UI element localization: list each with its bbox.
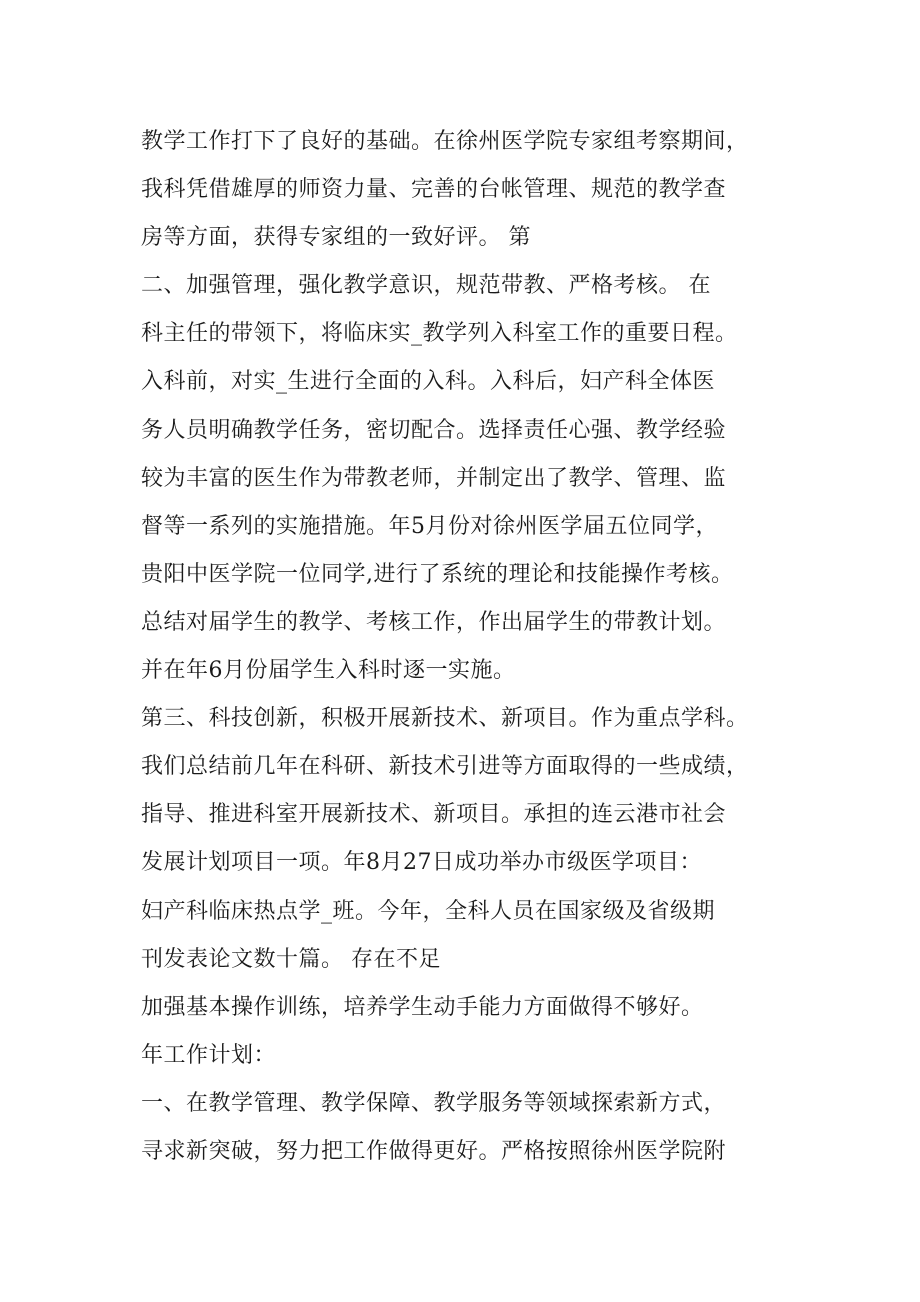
text-line: 房等方面，获得专家组的一致好评。 第 xyxy=(141,225,531,251)
text-line: 入科前，对实_生进行全面的入科。入科后，妇产科全体医 xyxy=(141,369,716,395)
text-line: 我们总结前几年在科研、新技术引进等方面取得的一些成绩， xyxy=(141,754,749,780)
text-line: 第三、科技创新，积极开展新技术、新项目。作为重点学科。 xyxy=(141,706,749,732)
text-line: 年工作计划： xyxy=(141,1042,277,1068)
text-line: 一、在教学管理、教学保障、教学服务等领域探索新方式， xyxy=(141,1090,727,1116)
text-line: 教学工作打下了良好的基础。在徐州医学院专家组考察期间， xyxy=(141,129,749,154)
text-line: 发展计划项目一项。年8月27日成功举办市级医学项目： xyxy=(141,850,702,876)
text-line: 寻求新突破，努力把工作做得更好。严格按照徐州医学院附 xyxy=(141,1138,727,1164)
text-line: 务人员明确教学任务，密切配合。选择责任心强、教学经验 xyxy=(141,417,727,443)
text-line: 刊发表论文数十篇。 存在不足 xyxy=(141,946,441,972)
text-line: 指导、推进科室开展新技术、新项目。承担的连云港市社会 xyxy=(141,802,727,828)
text-line: 加强基本操作训练，培养学生动手能力方面做得不够好。 xyxy=(141,994,704,1020)
text-line: 较为丰富的医生作为带教老师，并制定出了教学、管理、监 xyxy=(141,465,727,491)
text-line: 贵阳中医学院一位同学,进行了系统的理论和技能操作考核。 xyxy=(141,561,734,587)
text-line: 我科凭借雄厚的师资力量、完善的台帐管理、规范的教学查 xyxy=(141,177,727,203)
text-line: 督等一系列的实施措施。年5月份对徐州医学届五位同学， xyxy=(141,513,718,539)
text-line: 妇产科临床热点学_班。今年，全科人员在国家级及省级期 xyxy=(141,898,716,924)
text-line: 二、加强管理，强化教学意识，规范带教、严格考核。 在 xyxy=(141,273,711,299)
text-line: 科主任的带领下，将临床实_教学列入科室工作的重要日程。 xyxy=(141,321,738,347)
text-line: 并在年6月份届学生入科时逐一实施。 xyxy=(141,658,516,684)
text-line: 总结对届学生的教学、考核工作，作出届学生的带教计划。 xyxy=(141,609,727,635)
document-body xyxy=(141,118,821,1176)
